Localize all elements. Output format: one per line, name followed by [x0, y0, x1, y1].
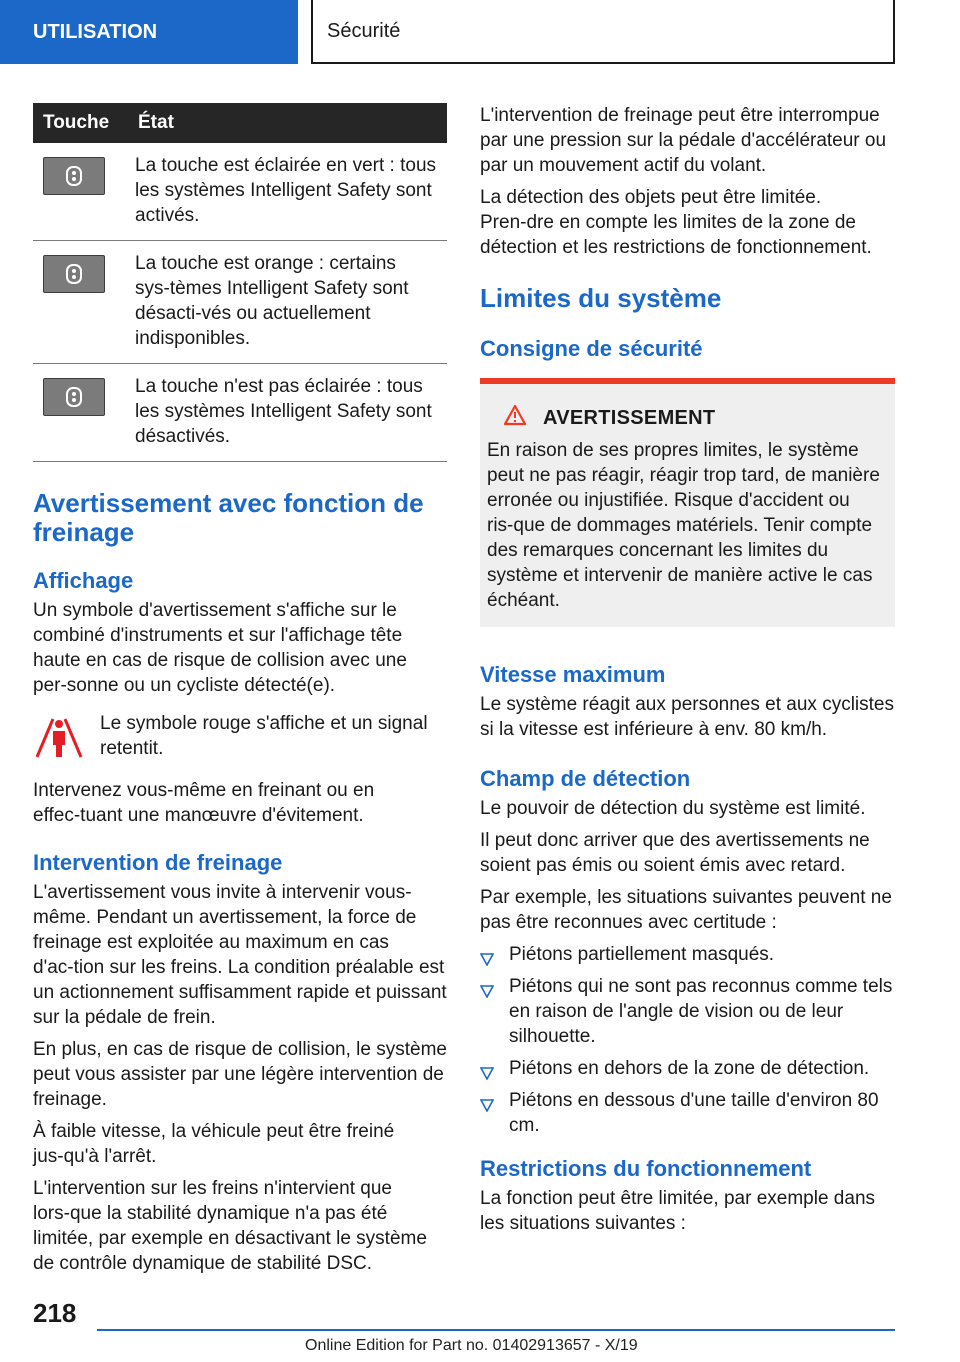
intervenez-text: Intervenez vous-même en freinant ou en effec‑tuant une manœuvre d'évitement.: [33, 780, 375, 826]
braking-interrupt-text: L'intervention de freinage peut être interrompue par une pression sur la pédale d'accélérateur ou par un mouvement actif du volant.: [480, 105, 887, 176]
warning-symbol-row: [33, 711, 447, 766]
triangle-bullet-icon: [480, 980, 494, 1005]
footer-edition: Online Edition for Part no. 01402913657 - X/19: [305, 1337, 638, 1354]
table-row: [33, 364, 447, 462]
pedestrian-list: [480, 942, 895, 1138]
triangle-bullet-icon: [480, 948, 494, 973]
affichage-text: Un symbole d'avertissement s'affiche sur le combiné d'instruments et sur l'affichage tête haute en cas de risque de collision avec une per‑sonne ou un cycliste détecté(e).: [33, 600, 407, 696]
list-item: Piétons partiellement masqués.: [480, 942, 895, 967]
table-row-text: La touche est orange : certains sys‑tèmes Intelligent Safety sont désacti‑vés ou actuellement indisponibles.: [135, 241, 447, 364]
subsection-title-champ: Champ de détection: [480, 766, 691, 791]
section-tab: UTILISATION: [0, 0, 298, 64]
table-row-text: La touche n'est pas éclairée : tous les systèmes Intelligent Safety sont désactivés.: [135, 364, 447, 462]
list-item: Piétons en dessous d'une taille d'environ 80 cm.: [480, 1088, 895, 1138]
subsection-title-vitesse: Vitesse maximum: [480, 662, 666, 687]
subsection-title-intervention: Intervention de freinage: [33, 850, 283, 875]
warning-title: AVERTISSEMENT: [543, 406, 716, 429]
champ-paragraph: Le pouvoir de détection du système est limité.: [480, 798, 866, 819]
list-item: Piétons en dehors de la zone de détection.: [480, 1056, 895, 1081]
subsection-title-affichage: Affichage: [33, 568, 134, 593]
warning-box: [480, 378, 895, 627]
warning-triangle-icon: [503, 404, 527, 432]
subsection-title-restrictions: Restrictions du fonctionnement: [480, 1156, 812, 1181]
section-title-limites: Limites du système: [480, 283, 722, 313]
triangle-bullet-icon: [480, 1094, 494, 1119]
section-title-warning-braking: Avertissement avec fonction de freinage: [33, 488, 424, 547]
table-header-touche: Touche: [33, 103, 135, 143]
subsection-title-consigne: Consigne de sécurité: [480, 336, 703, 361]
left-column: [33, 103, 447, 1283]
detection-limit-text: La détection des objets peut être limitée. Pren‑dre en compte les limites de la zone de détection et les restrictions de fonctionnement.: [480, 187, 872, 258]
key-green-icon: [43, 157, 105, 195]
table-header-etat: État: [135, 103, 447, 143]
table-row: [33, 241, 447, 364]
key-orange-icon: [43, 255, 105, 293]
table-row-text: La touche est éclairée en vert : tous les systèmes Intelligent Safety sont activés.: [135, 143, 447, 241]
footer-divider: [97, 1329, 895, 1331]
key-status-table: [33, 103, 447, 462]
table-row: [33, 143, 447, 241]
intervention-paragraph: À faible vitesse, la véhicule peut être freiné jus‑qu'à l'arrêt.: [33, 1121, 395, 1167]
champ-paragraph: Par exemple, les situations suivantes peuvent ne pas être reconnues avec certitude :: [480, 887, 892, 933]
champ-paragraph: Il peut donc arriver que des avertissements ne soient pas émis ou soient émis avec retard.: [480, 830, 870, 876]
restrictions-text: La fonction peut être limitée, par exemple dans les situations suivantes :: [480, 1188, 876, 1234]
pedestrian-warning-icon: [33, 711, 100, 766]
topic-header: Sécurité: [311, 0, 895, 64]
warning-text: En raison de ses propres limites, le système peut ne pas réagir, réagir trop tard, de manière erronée ou injustifiée. Risque d'accident ou ris‑que de dommages matériels. Tenir compte des remarques concernant les limites du système et intervenir de manière active le cas échéant.: [487, 440, 880, 611]
page-number: 218: [33, 1298, 77, 1328]
list-item: Piétons qui ne sont pas reconnus comme tels en raison de l'angle de vision ou de leur silhouette.: [480, 974, 895, 1049]
intervention-paragraph: En plus, en cas de risque de collision, le système peut vous assister par une légère intervention de freinage.: [33, 1039, 447, 1110]
triangle-bullet-icon: [480, 1062, 494, 1087]
right-column: [480, 103, 895, 1243]
key-off-icon: [43, 378, 105, 416]
intervention-paragraph: L'avertissement vous invite à intervenir vous-même. Pendant un avertissement, la force de freinage est exploitée au maximum en cas d'ac‑tion sur les freins. La condition préalable est un actionnement suffisamment rapide et puissant sur la pédale de frein.: [33, 882, 447, 1028]
intervention-paragraph: L'intervention sur les freins n'intervient que lors‑que la stabilité dynamique n'a pas été limitée, par exemple en désactivant le système de contrôle dynamique de stabilité DSC.: [33, 1178, 427, 1274]
symbol-description: Le symbole rouge s'affiche et un signal retentit.: [100, 713, 428, 759]
vitesse-text: Le système réagit aux personnes et aux cyclistes si la vitesse est inférieure à env. 80 km/h.: [480, 694, 894, 740]
